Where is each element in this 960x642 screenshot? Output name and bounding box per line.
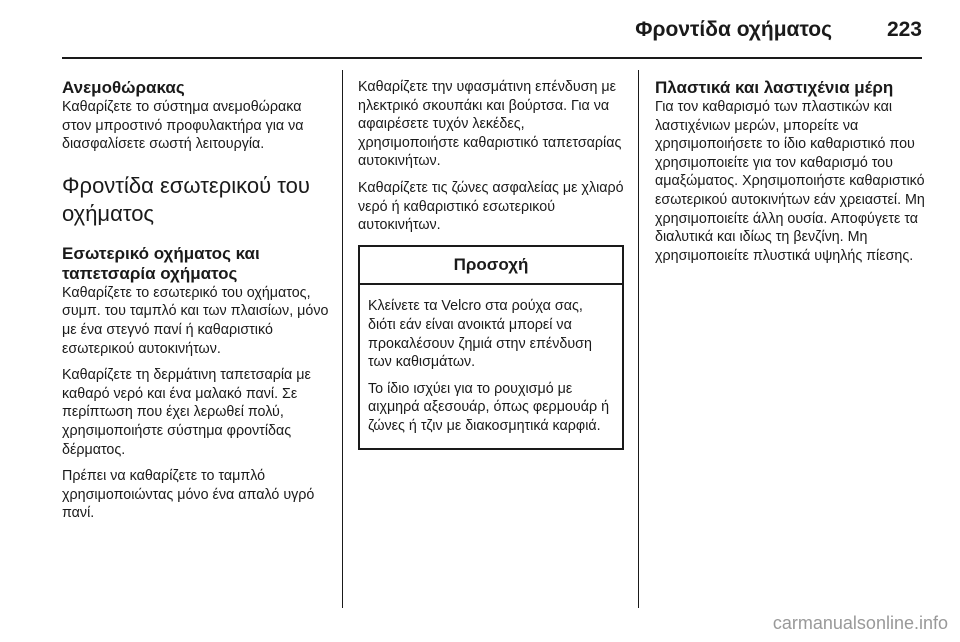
interior-paragraph-2: Καθαρίζετε τη δερμάτινη ταπετσαρία με καθαρό νερό και ένα μαλακό πανί. Σε περίπτωση που έχει λερωθεί πολύ, χρησιμοποιήστε σύστημα φροντίδας δέρματος. bbox=[62, 367, 311, 458]
column-divider-1 bbox=[342, 70, 343, 608]
caution-box bbox=[358, 245, 624, 450]
interior-paragraph-1: Καθαρίζετε το εσωτερικό του οχήματος, συμπ. του ταμπλό και των πλαισίων, μόνο με ένα στεγνό πανί ή καθαριστικό εσωτερικού αυτοκινήτων. bbox=[62, 284, 329, 357]
header-title: Φροντίδα οχήματος bbox=[635, 18, 832, 41]
interior-care-heading: Φροντίδα εσωτερικού του οχήματος bbox=[62, 172, 310, 226]
seatbelt-paragraph: Καθαρίζετε τις ζώνες ασφαλείας με χλιαρό νερό ή καθαριστικό εσωτερικού αυτοκινήτων. bbox=[358, 179, 624, 234]
watermark-text: carmanualsonline.info bbox=[772, 613, 948, 633]
interior-upholstery-heading: Εσωτερικό οχήματος και ταπετσαρία οχήματος bbox=[62, 243, 260, 283]
plastic-rubber-paragraph: Για τον καθαρισμό των πλαστικών και λαστιχένιων μερών, μπορείτε να χρησιμοποιήσετε το ίδιο καθαριστικό που χρησιμοποιείτε για τον καθαρισμό του αμαξώματος. Χρησιμοποιήστε καθαριστικό εσωτερικού αυτοκινήτων εάν χρειαστεί. Μη χρησιμοποιείτε άλλη ουσία. Αποφύγετε τα διαλυτικά και ιδίως τη βενζίνη. Μη χρησιμοποιείτε πλυστικά υψηλής πίεσης. bbox=[655, 99, 925, 264]
column-2 bbox=[358, 78, 626, 450]
caution-body bbox=[360, 285, 622, 447]
fabric-paragraph: Καθαρίζετε την υφασμάτινη επένδυση με ηλεκτρικό σκουπάκι και βούρτσα. Για να αφαιρέσετε τυχόν λεκέδες, χρησιμοποιήστε καθαριστικό ταπετσαρίας αυτοκινήτων. bbox=[358, 79, 622, 170]
page-number: 223 bbox=[886, 18, 922, 41]
caution-title: Προσοχή bbox=[360, 247, 622, 286]
header-rule bbox=[62, 57, 922, 59]
interior-paragraph-3: Πρέπει να καθαρίζετε το ταμπλό χρησιμοποιώντας μόνο ένα απαλό υγρό πανί. bbox=[62, 468, 315, 522]
caution-paragraph-1: Κλείνετε τα Velcro στα ρούχα σας, διότι εάν είναι ανοικτά μπορεί να προκαλέσουν ζημιά στην επένδυση των καθισμάτων. bbox=[368, 298, 592, 371]
plastic-rubber-heading: Πλαστικά και λαστιχένια μέρη bbox=[655, 78, 894, 97]
column-divider-2 bbox=[638, 70, 639, 608]
column-3 bbox=[655, 78, 927, 273]
page-header bbox=[0, 0, 960, 58]
caution-paragraph-2: Το ίδιο ισχύει για το ρουχισμό με αιχμηρά αξεσουάρ, όπως φερμουάρ ή ζώνες ή τζιν με διακοσμητικά καρφιά. bbox=[368, 380, 610, 434]
windscreen-heading: Ανεμοθώρακας bbox=[62, 78, 185, 97]
column-1 bbox=[62, 78, 334, 531]
windscreen-text: Καθαρίζετε το σύστημα ανεμοθώρακα στον μπροστινό προφυλακτήρα για να διασφαλίσετε σωστή λειτουργία. bbox=[62, 99, 304, 153]
